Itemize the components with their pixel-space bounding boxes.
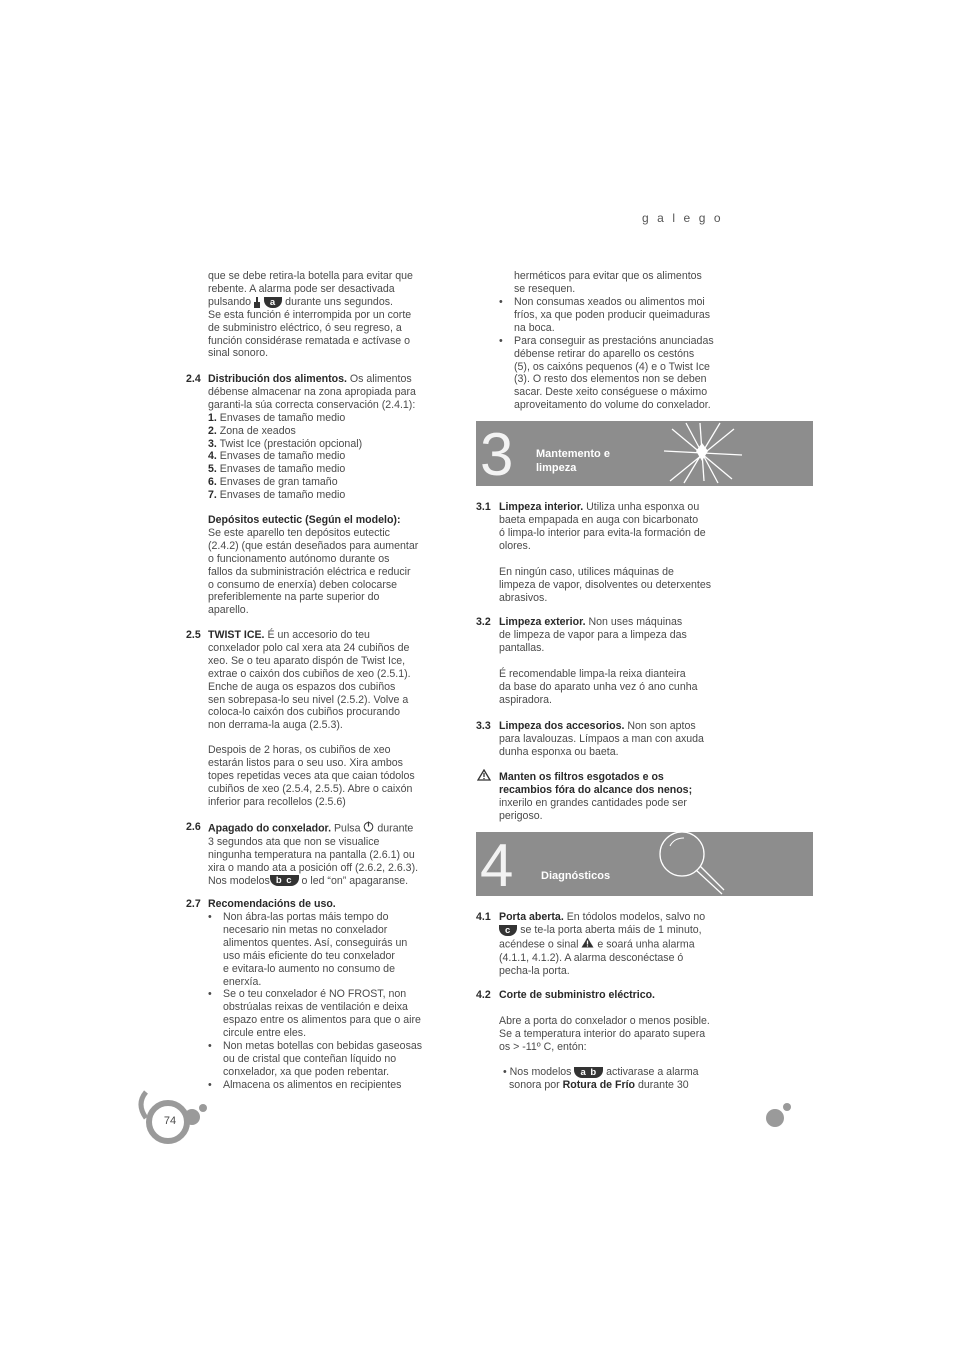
hand-icon (254, 297, 261, 308)
section-2-4: Distribución dos alimentos. Os alimentos débense almacenar na zona apropiada para garanti-la súa correcta conservación (2.4.1): 1. Envases de tamaño medio 2. Zona de xeados 3. Twist Ice (prestación opcional) 4. Envases de tamaño medio 5. Envases de tamaño medio 6. Envases de gran tamaño 7. Envases de tamaño medio (208, 373, 416, 502)
intro-line: sinal sonoro. (208, 347, 269, 360)
section-number: 2.6 (186, 821, 201, 833)
section-4-2 (499, 989, 739, 1002)
power-icon (363, 821, 374, 836)
chapter-title: Diagnósticos (541, 870, 611, 882)
section-number: 2.4 (186, 373, 201, 385)
intro-line: función considérase rematada e actívase o (208, 334, 410, 347)
section-number: 4.1 (476, 911, 491, 923)
warning-block: Manten os filtros esgotados e os recambios fóra do alcance dos nenos; inxerilo en grandes cantidades pode ser perigoso. (499, 771, 693, 822)
section-title: Apagado do conxelador. (208, 822, 332, 835)
section-4-2-body: Abre a porta do conxelador o menos posible. Se a temperatura interior do aparato supera os > -11º C, entón: (499, 1015, 710, 1053)
section-title: Limpeza exterior. (499, 616, 586, 628)
section-2-6: Apagado do conxelador. Pulsa durante 3 segundos ata que non se visualice ningunha temperatura na pantalla (2.6.1) ou xira o mando ata a posición off (2.6.2, 2.6.3). Nos modelos b c o led “on” apagaranse. (208, 822, 419, 887)
section-number: 2.7 (186, 898, 201, 910)
section-title: TWIST ICE. (208, 629, 265, 641)
right-continuation: herméticos para evitar que os alimentos se resequen. (514, 270, 702, 295)
intro-line: que se debe retira-la botella para evitar que (208, 270, 413, 282)
section-number: 2.5 (186, 629, 201, 641)
section-2-5: TWIST ICE. É un accesorio do teu conxelador polo cal xera ata 24 cubiños de xeo. Se o teu aparato dispón de Twist Ice, extrae o caixón dos cubiños de xeo (2.5.1). Enche de auga os espazos dos cubiños sen sobrepasa-lo seu nivel (2.5.2). Volve a coloca-lo caixón dos cubiños procurando non derrama-la auga (2.5.3). (208, 629, 411, 732)
section-title: Limpeza interior. (499, 501, 584, 513)
alarm-icon (581, 937, 594, 952)
section-4-1: Porta aberta. En tódolos modelos, salvo no c se te-la porta aberta máis de 1 minuto, acéndese o sinal e soará unha alarma (4.1.1, 4.1.2). A alarma desconéctase ó pecha-la porta. (499, 911, 706, 977)
section-number: 3.2 (476, 616, 491, 628)
corner-dots (760, 1098, 800, 1138)
intro-line: Se esta función é interrompida por un corte (208, 308, 412, 321)
eutectic-title: Depósitos eutectic (Según el modelo): (208, 514, 401, 526)
section-3-banner (476, 421, 813, 486)
list-item: • Para conseguir as prestacións anunciadas débense retirar do aparello os cestóns (5), os caixóns pequenos (4) e o Twist Ice (3). O resto dos elementos non se deben sacar. Deste xeito conséguese o máximo aproveitamento do volume do conxelador. (499, 335, 734, 412)
section-title: Recomendacións de uso. (208, 898, 336, 910)
section-2-7 (208, 898, 440, 911)
list-item: • Se o teu conxelador é NO FROST, non obstrúalas reixas de ventilación e deixa espazo entre os alimentos para que o aire circule entre eles. (208, 988, 440, 1040)
intro-line: rebente. A alarma pode ser desactivada (208, 282, 395, 295)
section-title: Porta aberta. (499, 911, 564, 923)
warning-icon (477, 769, 491, 781)
section-3-2-cont: É recomendable limpa-la reixa dianteira da base do aparato unha vez ó ano cunha aspiradora. (499, 668, 698, 706)
recommendations-list (208, 911, 440, 1092)
badge-bc: b c (270, 875, 299, 886)
sparkle-icon (656, 421, 746, 486)
list-item: • Non ábra-las portas máis tempo do necesario nin metas no conxelador alimentos quentes. Así, conseguirás un uso máis eficiente do teu conxelador e evitara-lo aumento no consumo de enerxía. (208, 911, 440, 988)
list-item: • Almacena os alimentos en recipientes (208, 1079, 440, 1092)
badge-c: c (499, 925, 517, 936)
badge-ab: a b (574, 1067, 603, 1078)
intro-line: pulsando a durante uns segundos. (208, 295, 393, 308)
list-item: • Non consumas xeados ou alimentos moi fríos, xa que poden producir queimaduras na boca. (499, 296, 734, 335)
list-item: • Non metas botellas con bebidas gaseosas ou de cristal que conteñan líquido no conxelador, xa que poden rebentar. (208, 1040, 440, 1079)
section-4-banner (476, 832, 813, 896)
section-3-3: Limpeza dos accesorios. Non son aptos para lavalouzas. Límpaos a man con axuda dunha esponxa ou baeta. (499, 720, 704, 758)
language-label: galego (642, 211, 730, 225)
section-3-2: Limpeza exterior. Non uses máquinas de limpeza de vapor para a limpeza das pantallas. (499, 616, 687, 654)
magnifier-icon (656, 832, 726, 896)
section-number: 3.3 (476, 720, 491, 732)
section-number: 3.1 (476, 501, 491, 513)
right-bullet-list (499, 296, 734, 412)
chapter-title: Mantemento e limpeza (536, 448, 610, 474)
left-column (208, 270, 438, 360)
section-3-1-cont: En ningún caso, utilices máquinas de limpeza de vapor, disolventes ou deterxentes abrasivos. (499, 566, 712, 604)
section-4-2-bullet: • Nos modelos a b activarase a alarma sonora por Rotura de Frío durante 30 (503, 1066, 699, 1091)
section-2-5-cont: Despois de 2 horas, os cubiños de xeo estarán listos para o seu uso. Xira ambos topes repetidas veces ata que caian tódolos cubiños de xeo (2.5.4, 2.5.5). Abre o caixón inferior para recollelos (2.5.6) (208, 744, 415, 808)
badge-a: a (264, 297, 282, 308)
section-title: Corte de subministro eléctrico. (499, 989, 655, 1001)
section-title: Distribución dos alimentos. (208, 373, 347, 385)
chapter-number: 4 (480, 832, 514, 896)
eutectic-block: Depósitos eutectic (Según el modelo): Se este aparello ten depósitos eutectic (2.4.2) (que están deseñados para aumentar o funcionamento autónomo durante os fallos da subministración eléctrica e reducir o consumo de enerxía) deben colocarse preferiblemente na parte superior do aparello. (208, 514, 419, 617)
intro-line: de subministro eléctrico, ó seu regreso, a (208, 321, 402, 334)
section-3-1: Limpeza interior. Utiliza unha esponxa ou baeta empapada en auga con bicarbonato ó limpa-lo interior para evita-la formación de olores. (499, 501, 706, 552)
chapter-number: 3 (480, 421, 514, 486)
page-number: 74 (163, 1115, 177, 1127)
section-title: Limpeza dos accesorios. (499, 720, 625, 732)
section-number: 4.2 (476, 989, 491, 1001)
